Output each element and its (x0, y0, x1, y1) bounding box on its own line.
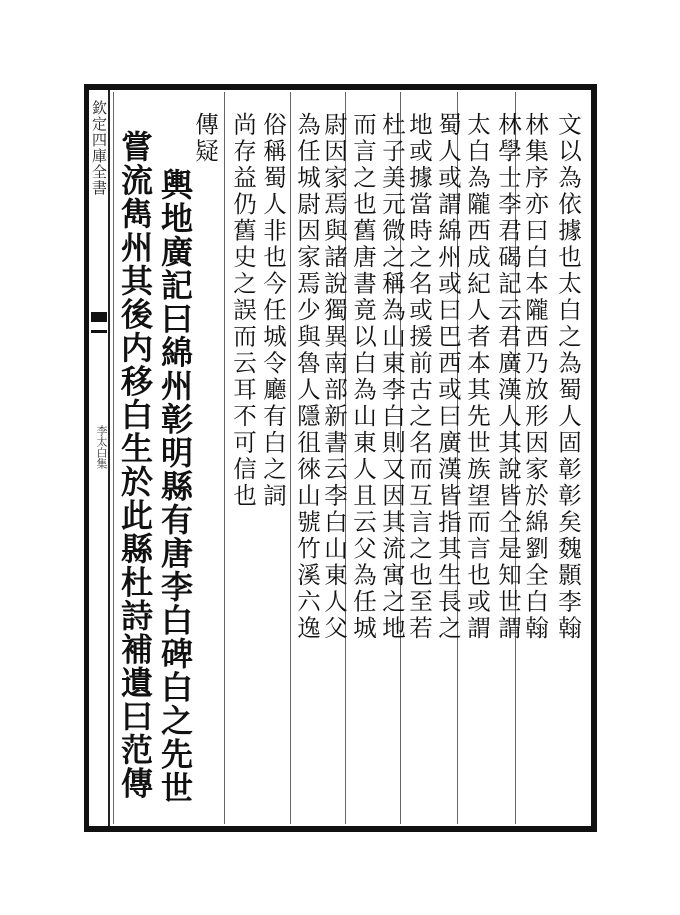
text-column-8: 而言之也舊唐書竟以白為山東人且云父為任城 (349, 112, 377, 642)
text-column-1: 文以為依據也太白之為蜀人固彰彰矣魏顥李翰 (554, 112, 582, 642)
main-text-column-2: 嘗流雋州其後内移白生於此縣杜詩補遺曰范傳 (116, 130, 154, 800)
text-column-5: 蜀人或謂綿州或曰巴西或曰廣漢皆指其生長之 (434, 112, 462, 642)
text-column-7: 杜子美元微之稱為山東李白則又因其流寓之地 (378, 112, 406, 642)
fold-line (108, 90, 110, 826)
main-text-column-1: 輿地廣記曰綿州彰明縣有唐李白碑白之先世 (156, 168, 194, 805)
fish-tail-mark-lower (91, 330, 107, 333)
column-rule (290, 92, 291, 824)
frame-border-top (84, 84, 596, 90)
fold-page-label: 李太白集 (95, 425, 108, 469)
text-column-3: 林學士李君碣記云君廣漢人其說皆仝是知世謂 (494, 112, 522, 642)
column-rule (113, 92, 114, 824)
text-column-12: 尚存益仍舊史之誤而云耳不可信也 (229, 112, 257, 510)
text-column-2: 林集序亦曰白本隴西乃放形因家於綿劉全白翰 (521, 112, 549, 642)
section-heading: 傳疑 (191, 112, 219, 165)
text-column-9: 尉因家焉與諸說獨異南部新書云李白山東人父 (320, 112, 348, 642)
text-column-6: 地或據當時之名或援前古之名而互言之也至若 (405, 112, 433, 642)
frame-border-right (591, 84, 597, 832)
fold-title: 欽定四庫全書 (90, 100, 108, 196)
text-column-10: 為任城尉因家焉少與魯人隱徂徠山號竹溪六逸 (293, 112, 321, 642)
frame-border-bottom (84, 826, 596, 832)
fish-tail-mark (91, 312, 107, 322)
column-rule (224, 92, 225, 824)
text-column-4: 太白為隴西成紀人者本其先世族望而言也或謂 (463, 112, 491, 642)
text-column-11: 俗稱蜀人非也今任城令廳有白之詞 (259, 112, 287, 510)
